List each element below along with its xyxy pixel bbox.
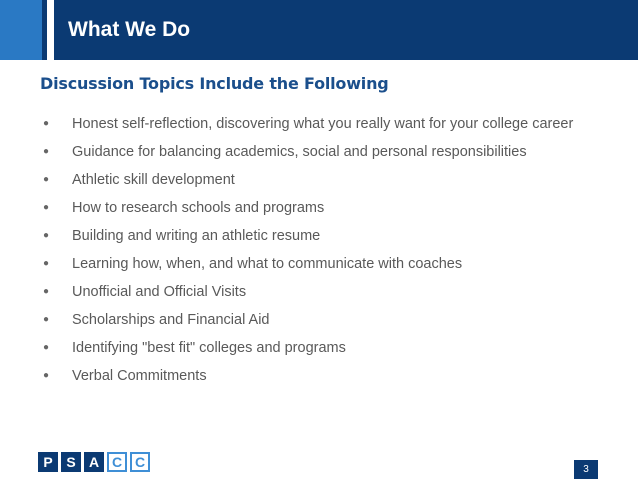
bullet-icon: ● [43, 286, 50, 297]
bullet-icon: ● [43, 342, 50, 353]
logo-letter-c-second: C [130, 452, 150, 472]
topic-item [40, 306, 600, 334]
topic-item [40, 362, 600, 390]
bullet-icon: ● [43, 202, 50, 213]
section-subtitle: Discussion Topics Include the Following [40, 74, 389, 93]
topic-item [40, 138, 600, 166]
bullet-icon: ● [43, 174, 50, 185]
topic-text: Guidance for balancing academics, social and personal responsibilities [72, 144, 527, 160]
topic-text: How to research schools and programs [72, 200, 325, 216]
topic-item [40, 110, 600, 138]
bullet-icon: ● [43, 314, 50, 325]
header-accent-stripe [0, 0, 42, 60]
topic-item [40, 194, 600, 222]
bullet-icon: ● [43, 146, 50, 157]
header-divider-stripe [47, 0, 54, 60]
header-bar [0, 0, 638, 60]
topic-text: Verbal Commitments [72, 368, 207, 384]
topic-text: Scholarships and Financial Aid [72, 312, 270, 328]
psacc-logo [38, 452, 150, 472]
topic-item [40, 278, 600, 306]
bullet-icon: ● [43, 370, 50, 381]
topic-item [40, 222, 600, 250]
topic-text: Building and writing an athletic resume [72, 228, 321, 244]
page-number: 3 [574, 460, 598, 479]
page-title: What We Do [68, 18, 191, 41]
topic-text: Unofficial and Official Visits [72, 284, 247, 300]
topic-text: Athletic skill development [72, 172, 235, 188]
topic-list [40, 110, 600, 390]
topic-item [40, 250, 600, 278]
topic-item [40, 166, 600, 194]
logo-letter-s: S [61, 452, 81, 472]
topic-item [40, 334, 600, 362]
topic-text: Identifying "best fit" colleges and programs [72, 340, 346, 356]
bullet-icon: ● [43, 258, 50, 269]
logo-letter-p: P [38, 452, 58, 472]
topic-text: Honest self-reflection, discovering what you really want for your college career [72, 116, 574, 132]
logo-letter-c: C [107, 452, 127, 472]
logo-letter-a: A [84, 452, 104, 472]
bullet-icon: ● [43, 118, 50, 129]
bullet-icon: ● [43, 230, 50, 241]
topic-text: Learning how, when, and what to communicate with coaches [72, 256, 463, 272]
